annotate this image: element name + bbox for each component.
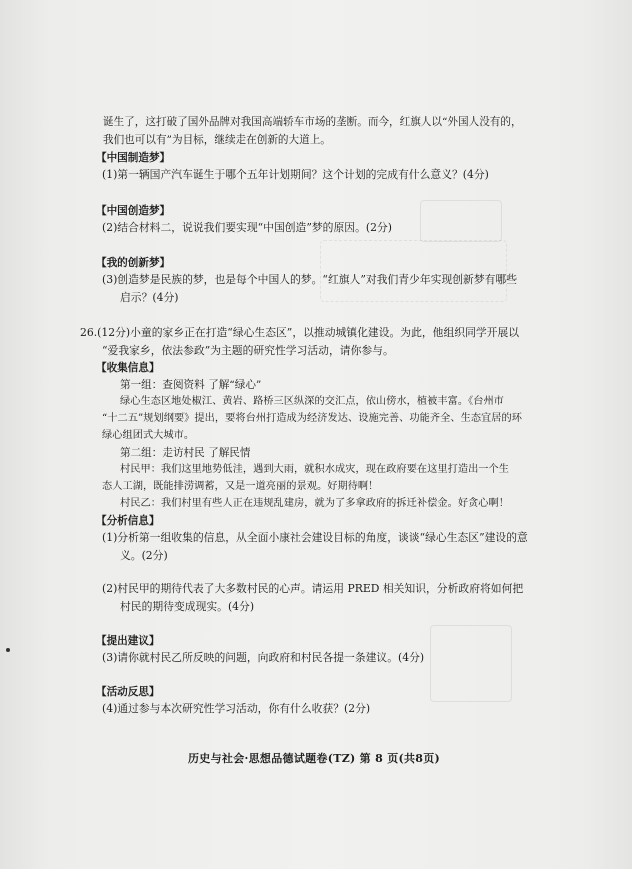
section-header-china-made: 【中国制造梦】 <box>96 152 171 164</box>
group-1-text-2: “十二五”规划纲要》提出，要将台州打造成为经济发达、设施完善、功能齐全、生态宜居的环 <box>102 413 523 424</box>
question-3-line-1: (3)创造梦是民族的梦，也是每个中国人的梦。“红旗人”对我们青少年实现创新梦有哪些 <box>102 273 518 286</box>
analysis-question-2-line-1: (2)村民甲的期待代表了大多数村民的心声。请运用 PRED 相关知识，分析政府将如何把 <box>102 582 524 595</box>
suggest-question-3: (3)请你就村民乙所反映的问题，向政府和村民各提一条建议。(4分) <box>102 651 425 664</box>
analysis-question-1-line-1: (1)分析第一组收集的信息，从全面小康社会建设目标的角度，谈谈“绿心生态区”建设的意 <box>102 531 528 544</box>
villager-a-line-1: 村民甲：我们这里地势低洼，遇到大雨，就积水成灾，现在政府要在这里打造出一个生 <box>120 464 510 475</box>
group-1-text-1: 绿心生态区地处椒江、黄岩、路桥三区纵深的交汇点，依山傍水，植被丰富。《台州市 <box>120 396 504 407</box>
section-header-analysis: 【分析信息】 <box>96 515 160 527</box>
section-header-collect: 【收集信息】 <box>96 362 160 374</box>
section-header-china-created: 【中国创造梦】 <box>96 205 171 217</box>
question-2: (2)结合材料二，说说我们要实现“中国创造”梦的原因。(2分) <box>102 221 392 234</box>
group-1-title: 第一组：查阅资料 了解“绿心” <box>120 379 262 391</box>
q26-line-2: “爱我家乡，依法参政”为主题的研究性学习活动，请你参与。 <box>102 344 394 357</box>
villager-a-line-2: 态人工湖，既能排涝调蓄，又是一道亮丽的景观。好期待啊！ <box>102 481 379 492</box>
page-footer: 历史与社会·思想品德试题卷(TZ) 第 8 页(共8页) <box>188 752 441 765</box>
section-header-suggest: 【提出建议】 <box>96 635 160 647</box>
analysis-question-1-line-2: 义。(2分) <box>120 549 168 562</box>
intro-line-1: 诞生了，这打破了国外品牌对我国高端轿车市场的垄断。而今，红旗人以“外国人没有的， <box>103 116 522 128</box>
analysis-question-2-line-2: 村民的期待变成现实。(4分) <box>120 600 255 613</box>
section-header-reflect: 【活动反思】 <box>96 686 160 698</box>
q26-line-1: 26.(12分)小童的家乡正在打造“绿心生态区”，以推动城镇化建设。为此，他组织同学开展以 <box>80 326 520 339</box>
group-2-title: 第二组：走访村民 了解民情 <box>120 447 251 459</box>
reflect-question-4: (4)通过参与本次研究性学习活动，你有什么收获？(2分) <box>102 702 371 715</box>
question-1: (1)第一辆国产汽车诞生于哪个五年计划期间？这个计划的完成有什么意义？(4分) <box>102 168 489 181</box>
question-3-line-2: 启示？(4分) <box>120 291 179 304</box>
villager-b-line: 村民乙：我们村里有些人正在违规乱建房，就为了多拿政府的拆迁补偿金。好贪心啊！ <box>120 498 510 509</box>
intro-line-2: 我们也可以有”为目标，继续走在创新的大道上。 <box>103 134 331 146</box>
group-1-text-3: 绿心组团式大城市。 <box>102 430 195 441</box>
section-header-my-dream: 【我的创新梦】 <box>96 257 171 269</box>
